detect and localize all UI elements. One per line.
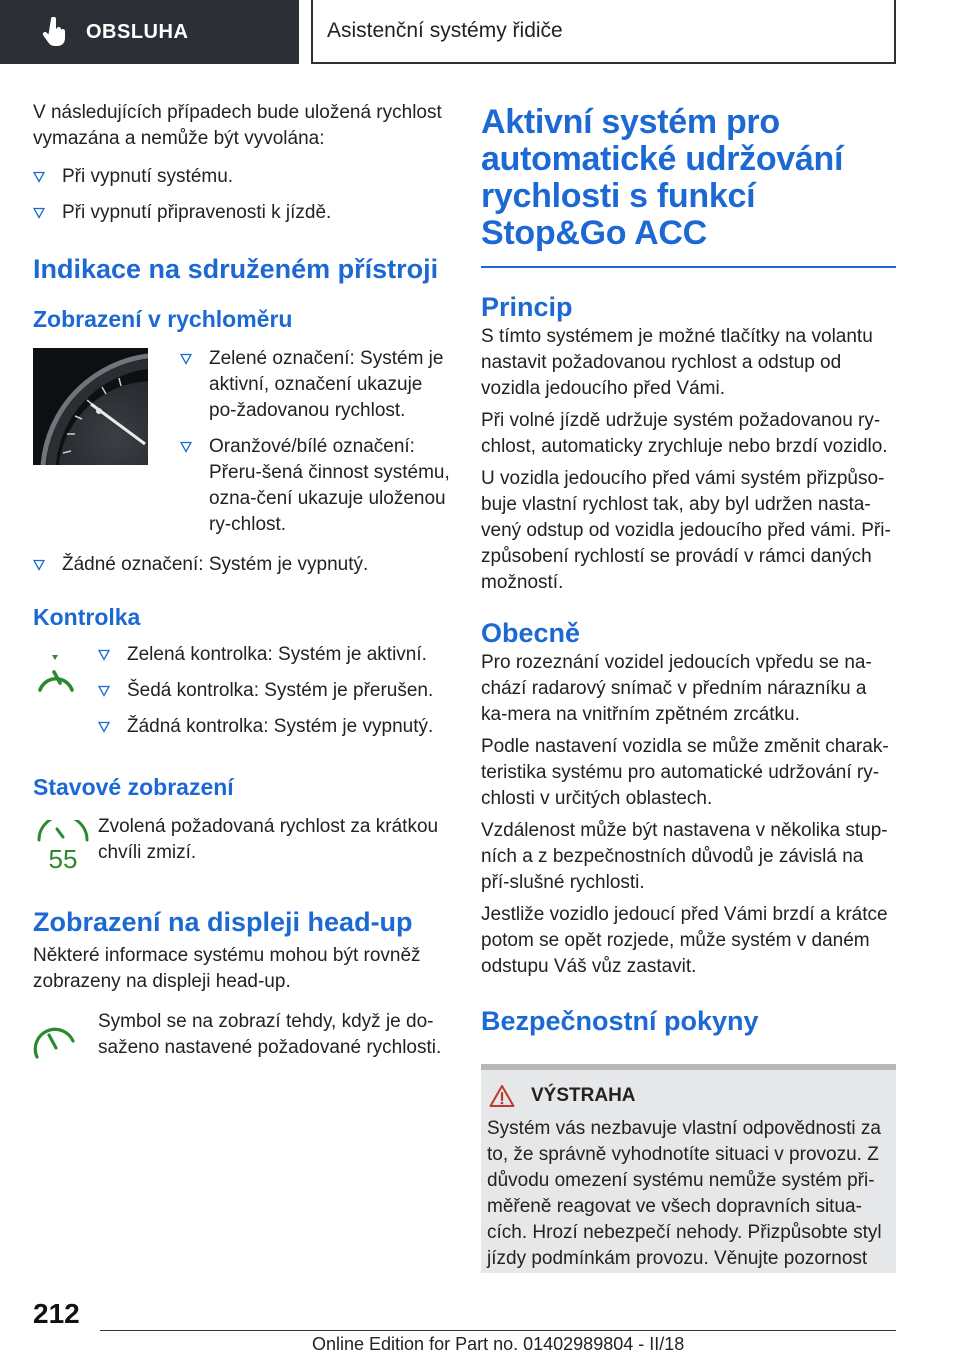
speedometer-bullet-list-2: [33, 552, 451, 578]
list-item: Zelená kontrolka: Systém je aktivní.: [98, 642, 451, 668]
general-para-1: Pro rozeznání vozidel jedoucích vpředu se na-chází radarový snímač v předním nárazníku a ka-mera na vnitřním zpětném zrcátku.: [481, 652, 872, 725]
list-item: Žádná kontrolka: Systém je vypnutý.: [98, 714, 451, 740]
list-item: Při vypnutí systému.: [33, 164, 451, 190]
heading-speedometer: Zobrazení v rychloměru: [33, 306, 293, 332]
heading-status-display: Stavové zobrazení: [33, 774, 234, 800]
hud-symbol-text: Symbol se na zobrazí tehdy, když je do-saženo nastavené požadované rychlosti.: [98, 1011, 442, 1058]
hand-pointer-icon: [42, 17, 68, 47]
list-item: Oranžové/bílé označení: Přeru-šená činnost systému, ozna-čení ukazuje uloženou ry-chlost.: [180, 434, 451, 538]
triangle-bullet-icon: [33, 171, 45, 183]
title-divider: [481, 266, 896, 268]
set-speed-status-icon: [33, 814, 98, 877]
warning-header: [487, 1084, 888, 1108]
list-item: Žádné označení: Systém je vypnutý.: [33, 552, 451, 578]
triangle-bullet-icon: [98, 649, 110, 661]
warning-text: Systém vás nezbavuje vlastní odpovědnosti za to, že správně vyhodnotíte situaci v provozu. Z důvodu omezení systému nemůže systém při-měřeně reagovat ve všech dopravních situa-cích. Hrozí nebezpečí nehody. Přizpůsobte styl jízdy podmínkám provozu. Věnujte pozornost: [487, 1118, 882, 1269]
right-column: [481, 100, 896, 1273]
heading-indicator-lamp: Kontrolka: [33, 604, 141, 630]
speedometer-image: [33, 348, 148, 465]
list-item: Při vypnutí připravenosti k jízdě.: [33, 200, 451, 226]
heading-safety: Bezpečnostní pokyny: [481, 1006, 759, 1036]
warning-box: [481, 1064, 896, 1273]
footer-edition: Online Edition for Part no. 01402989804 - II/18: [312, 1334, 685, 1354]
principle-para-2: Při volné jízdě udržuje systém požadovanou ry-chlost, automaticky zrychluje nebo brzdí vozidlo.: [481, 410, 888, 457]
general-para-2: Podle nastavení vozidla se může změnit charak-teristika systému pro automatické udržování ry-chlosti v určitých oblastech.: [481, 736, 889, 809]
warning-title: VÝSTRAHA: [531, 1085, 636, 1106]
footer-divider: [100, 1330, 896, 1331]
header-tab-label: OBSLUHA: [86, 20, 189, 43]
header-tab: [0, 0, 299, 64]
warning-triangle-icon: [489, 1084, 515, 1108]
triangle-bullet-icon: [98, 721, 110, 733]
triangle-bullet-icon: [33, 207, 45, 219]
general-para-3: Vzdálenost může být nastavena v několika stup-ních a z bezpečnostních důvodů je závislá na pří-slušné rychlosti.: [481, 820, 888, 893]
list-item: Zelené označení: Systém je aktivní, označení ukazuje po-žadovanou rychlost.: [180, 346, 451, 424]
triangle-bullet-icon: [98, 685, 110, 697]
triangle-bullet-icon: [180, 353, 192, 365]
lamp-bullet-list: [98, 642, 451, 750]
main-title: Aktivní systém pro automatické udržování rychlosti s funkcí Stop&Go ACC: [481, 103, 844, 252]
heading-hud: Zobrazení na displeji head-up: [33, 907, 413, 937]
intro-text: V následujících případech bude uložená rychlost vymazána a nemůže být vyvolána:: [33, 102, 442, 149]
heading-cluster: Indikace na sdruženém přístroji: [33, 254, 439, 284]
heading-principle: Princip: [481, 292, 573, 322]
intro-bullet-list: [33, 164, 451, 226]
speed-indicator-lamp-icon: [33, 642, 98, 750]
hud-speed-symbol-icon: [33, 1009, 98, 1066]
general-para-4: Jestliže vozidlo jedoucí před Vámi brzdí a krátce potom se opět rozjede, může systém v daném odstupu Váš vůz zastavit.: [481, 904, 888, 977]
list-item: Šedá kontrolka: Systém je přerušen.: [98, 678, 451, 704]
left-column: [33, 100, 451, 1066]
heading-general: Obecně: [481, 618, 581, 648]
set-speed-number: 55: [48, 844, 78, 872]
header-section-title: Asistenční systémy řidiče: [311, 0, 896, 64]
page-number: 212: [33, 1298, 80, 1329]
principle-para-1: S tímto systémem je možné tlačítky na volantu nastavit požadovanou rychlost a odstup od vozidla jedoucího před Vámi.: [481, 326, 873, 399]
triangle-bullet-icon: [180, 441, 192, 453]
principle-para-3: U vozidla jedoucího před vámi systém přizpůso-buje vlastní rychlost tak, aby byl udržen nasta-vený odstup od vozidla jedoucího před vámi. Při-způsobení rychlostí se provádí v rámci daných možností.: [481, 468, 891, 593]
speedometer-bullet-list: [166, 346, 451, 548]
hud-text: Některé informace systému mohou být rovněž zobrazeny na displeji head-up.: [33, 945, 421, 992]
status-text: Zvolená požadovaná rychlost za krátkou chvíli zmizí.: [98, 816, 439, 863]
triangle-bullet-icon: [33, 559, 45, 571]
